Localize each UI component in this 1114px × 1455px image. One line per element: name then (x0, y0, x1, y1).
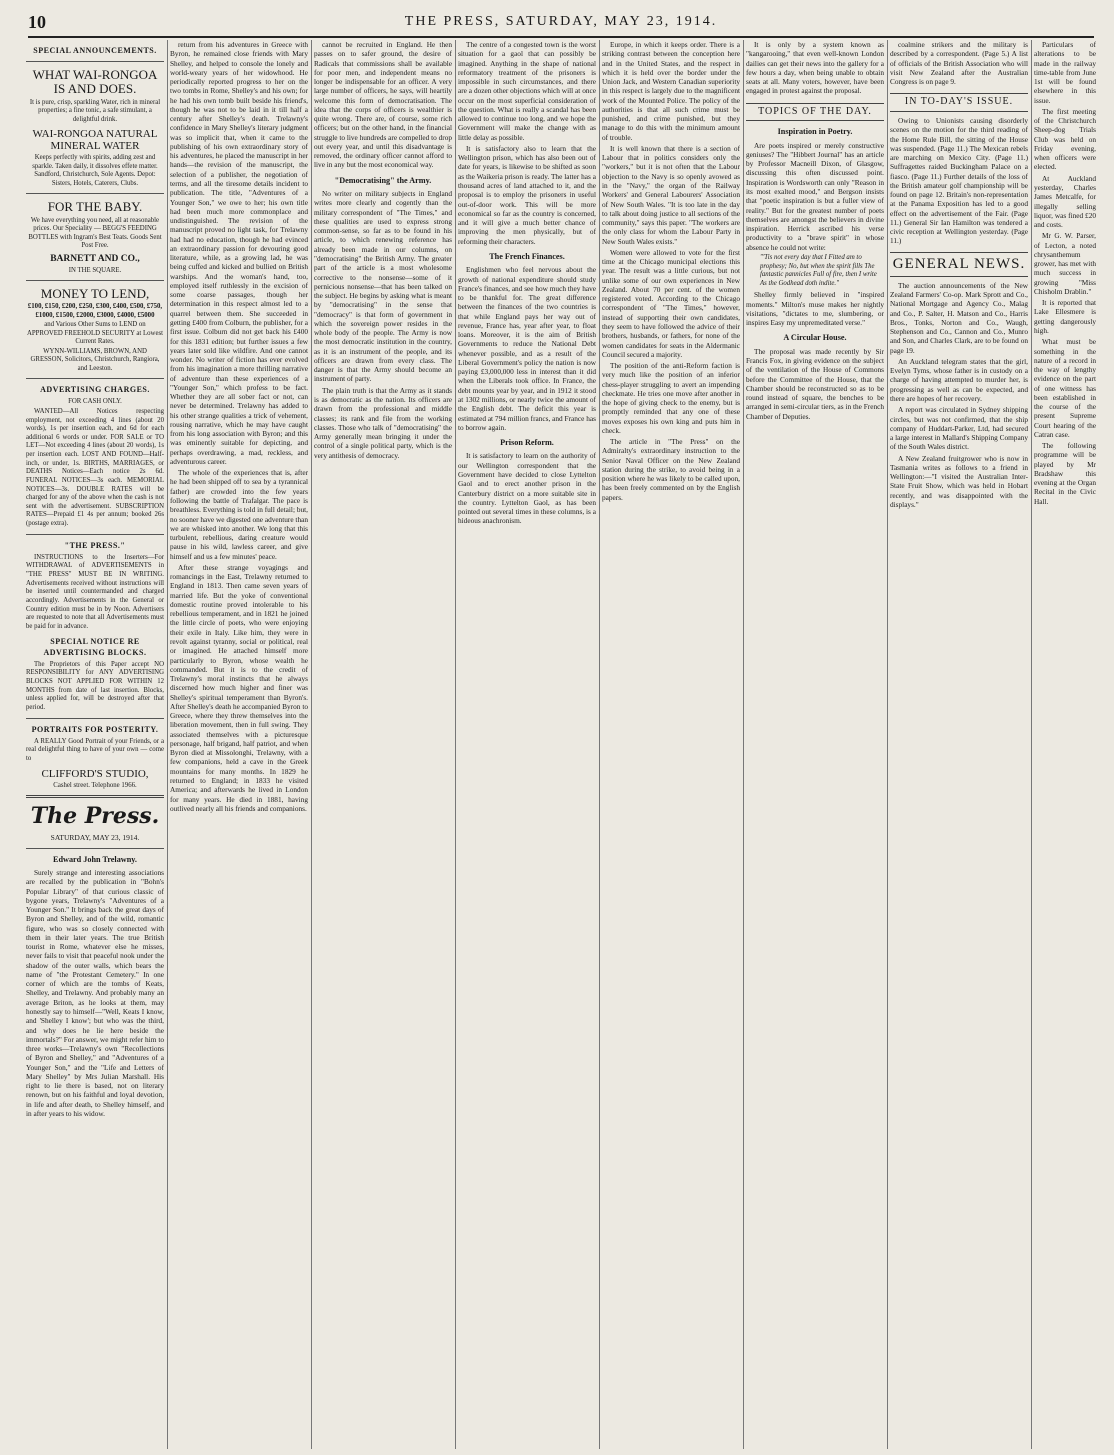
advertising-charges-heading: ADVERTISING CHARGES. (40, 385, 150, 395)
divider (26, 193, 164, 194)
studio-address: Cashel street. Telephone 1966. (53, 781, 137, 789)
article-text: Mr G. W. Parser, of Lecton, a noted chrysanthemum grower, has met with much success in growing "Miss Chisholm Drablin." (1034, 231, 1096, 296)
article-heading-trelawny: Edward John Trelawny. (53, 854, 137, 864)
page-header (28, 8, 1094, 38)
article-text: Englishmen who feel nervous about the growth of national expenditure should study France's finances, and see how much they have to be thankful for. The great difference between the finances of the two countries is that while England pays her way out of revenue, France has, year after year, to float loans. Moreover, it is the aim of British Governments to reduce the National Debt whenever possible, and as a result of the Liberal Government's policy the nation is now paying £3,000,000 less in interest than it did when the Liberals took office. In France, the debt mounts year by year, and in 1912 it stood at 1302 millions, or nearly twice the amount of the English debt. The deficit this year is estimated at 794 million francs, and France has to borrow again. (458, 265, 596, 432)
studio-name: CLIFFORD'S STUDIO, (41, 767, 149, 780)
article-text: The proposal was made recently by Sir Francis Fox, in giving evidence on the subject of the ventilation of the House of Commons before the Committee of the House, that the Chamber should be reconstructed so as to be round instead of square, the benches to be arranged in semi-circular tiers, as in the French Chamber of Deputies. (746, 346, 884, 421)
article-text: Owing to Unionists causing disorderly scenes on the motion for the third reading of the Home Rule Bill, the sitting of the House was suspended. (Page 11.) The Mexican rebels are marching on Mexico City. (Page 11.) Suffragettes raided Buckingham Palace on a fiasco. (Page 11.) Further details of the loss of the British amateur golf championship will be found on page 12. Britain's non-representation at the Panama Exposition has led to a good effect on the advertisement of the Fair. (Page 11.) General Sir Ian Hamilton was tendered a civic reception at Wellington yesterday. (Page 11.) (890, 116, 1028, 246)
article-text: After these strange voyagings and romancings in the East, Trelawny returned to England in 1813. Then came seven years of married life. But the yoke of conventional domestic routine proved intolerable to his rebellious temperament, and in 1821 he joined the little circle of poets, who were enjoying their exile in Italy. Like him, they were in revolt against tyranny, social or political, real or imagined. He attached himself more particularly to Byron, whose wealth he commanded. But it is to the credit of Trelawny's moral instincts that he always discerned how much higher and finer was Shelley's spiritual temperament than Byron's. After Shelley's death he accompanied Byron to Greece, where they threw themselves into the liberation movement, then in full swing. They associated themselves with a picturesque personage, half brigand, half patriot, and when Byron died at Missolonghi, Trelawny, with a few companions, held a cave in the Greek mountains for many months. In 1829 he returned to England; in 1833 he visited America; and afterwards he lived in London for many years. He died in 1881, having outlived nearly all his friends and companions. (170, 562, 308, 813)
advertising-charges-sub: FOR CASH ONLY. (68, 398, 122, 406)
topics-of-the-day-heading: TOPICS OF THE DAY. (746, 103, 884, 122)
divider (26, 378, 164, 379)
ad-baby-body: We have everything you need, all at reasonable prices. Our Speciality — BEGG'S FEEDING BOTTLES with Ingram's Best Teats. Goods Sent Post Free. (28, 216, 162, 250)
column-2 (170, 40, 308, 1449)
article-text: What must be something in the nature of a record in the way of lengthy evidence on the part of one witness has been established in the course of the present Supreme Court hearing of the Catran case. (1034, 337, 1096, 439)
article-text: Particulars of alterations to be made in the railway time-table from June 1st will be found elsewhere in this issue. (1034, 40, 1096, 105)
divider (26, 795, 164, 798)
masthead: THE PRESS, SATURDAY, MAY 23, 1914. (404, 14, 718, 29)
article-text: The centre of a congested town is the worst situation for a gaol that can possibly be imagined. Anything in the shape of national reformatory treatment of the prisoners is impossible in such circumstances, and there are a dozen other objections which will at once occur on the most superficial consideration of the question. What is really a scandal has been allowed to continue too long, and we hope the Government will make the change with as little delay as possible. (458, 40, 596, 142)
article-heading-democratising: "Democratising" the Army. (334, 175, 432, 185)
column-rule (743, 40, 744, 1449)
article-text: The auction announcements of the New Zealand Farmers' Co-op. Mark Sprott and Co., National Mortgage and Agency Co., Malag and Co., P. Salter, H. Matson and Co., Harris Bros., Tonks, Norton and Co., Waugh, Stephenson and Co., Cannon and Co., Munro and Son, and Charles Clark, are to be found on page 19. (890, 280, 1028, 355)
column-rule (887, 40, 888, 1449)
article-text: The plain truth is that the Army as it stands is as democratic as the nation. Its officers are drawn from the professional and middle classes; its rank and file from the working classes. Those who talk of "democratising" the Army generally mean bringing it under the control of a single political party, which is the very antithesis of democracy. (314, 385, 452, 460)
ad-wai-rongoa-body-2: Keeps perfectly with spirits, adding zest and sparkle. Taken daily, it dissolves effete matter. Sandford, Christchurch, Sole Agents. Depot: Sisters, Hotels, Caterers, Clubs. (32, 154, 158, 187)
article-text: The first meeting of the Christchurch Sheep-dog Trials Club was held on Friday evening, when officers were elected. (1034, 106, 1096, 172)
the-press-notice-heading: "THE PRESS." (64, 540, 126, 550)
ad-wai-rongoa-title: WHAT WAI-RONGOA IS AND DOES. (32, 67, 158, 97)
article-text: At Auckland yesterday, Charles James Metcalfe, for illegally selling liquor, was fined £20 and costs. (1034, 173, 1096, 230)
ad-money-title: MONEY TO LEND, (40, 286, 150, 302)
article-text: A New Zealand fruitgrower who is now in Tasmania writes as follows to a friend in Wellington:—"I visited the Australian Inter-State Fruit Show, which was held in Hobart recently, and was disappointed with the displays." (890, 453, 1028, 509)
article-text: return from his adventures in Greece with Byron, he remained close friends with Mary Shelley, and helped to console the lonely and world-weary years of her widowhood. He periodically reported progress to her on the two tombs in Rome, Shelley's and his own; for he had his own tomb built beside his friend's, though he was not to be laid in it till half a century after Shelley's death. Trelawny's confidence in Mary Shelley's literary judgment was so implicit that, when it came to the publishing of his own extraordinary story of his adventures, he placed the manuscript in her hands—the revision of the manuscript, the selection of a publisher, the negotiation of terms, and all the tiresome details incident to publication. The title, "Adventures of a Younger Son," we owe to her; his own title had been much more commonplace and undistinguished. The revision of the manuscript proved no light task, for Trelawny had had no education, though he had evinced an extraordinary passion for devouring good literature, while, as a growing lad, he was being cuffed and kicked and bullied on British warships. And the woman's hand, too, employed itself ruthlessly in the excision of some coarse passages, though her determination in this respect almost led to a quarrel between them. She succeeded in getting £400 from Colburn, the publisher, for a first issue. Colburn did not get back his £400 for this 1831 edition; but further issues a few years later sold like wildfire. And one cannot wonder. No writer of fiction has ever evolved from his imagination a more thrilling narrative of adventure than these experiences of a "Younger Son," which profess to be fact. Whether they are all sober fact or not, can never be determined. Trelawny has added to his other strange qualities a trick of vehement, rousing narrative, which he may have caught from his long association with Byron; and this was eminently suitable for depicting, and perhaps overdrawing, a mad, reckless, and adventurous career. (170, 40, 308, 466)
column-7 (890, 40, 1028, 1449)
ad-money-body: and Various Other Sums to LEND on APPROVED FREEHOLD SECURITY at Lowest Current Rates. (26, 321, 164, 346)
article-text: Are poets inspired or merely constructive geniuses? The "Hibbert Journal" has an article by Professor Macneill Dixon, of Glasgow, discussing this often discussed point. Inspiration is Wordsworth can only "Reason in its most exalted mood," and Bergson insists that "poetic inspiration is but a fuller view of reality." But for the greatest number of poets themselves are amongst the believers in divine inspiration. Herrick ascribed his verse productivity to a "brave spirit" in whose absence he could not write: (746, 140, 884, 252)
article-text: Shelley firmly believed in "inspired moments." Milton's muse makes her nightly visitations, "dictates to me, slumbering, or inspires Easy my unpremeditated verse." (746, 290, 884, 328)
article-text: It is only by a system known as "kangarooing," that even well-known London dailies can get their news into the gallery for a few hours a day, when being unable to obtain seats at all. Many voters, however, have been engaged in protest against the proposal. (746, 40, 884, 96)
article-text: It is satisfactory also to learn that the Wellington prison, which has also been out of date for years, is likewise to be shifted as soon as the Waikeria prison is ready. The latter has a thousand acres of land attached to it, and the proposal is to employ the prisoners in useful out-of-door work. This will be more economical so far as the country is concerned, and it will give a much better chance of improving the men physically, but of reforming their characters. (458, 143, 596, 246)
column-rule (311, 40, 312, 1449)
divider (26, 61, 164, 62)
article-text: coalmine strikers and the military is described by a correspondent. (Page 5.) A list of officials of the British Association who will visit New Zealand after the Australian Congress is on page 9. (890, 40, 1028, 87)
divider (26, 534, 164, 535)
column-8 (1034, 40, 1096, 1449)
paper-title: The Press. (30, 803, 160, 830)
article-text: cannot be recruited in England. He then passes on to safer ground, the desire of Radicals that commissions shall be available for poor men, and independent means no longer be indispensable for an officer. A very large number of officers, he says, will heartily welcome this form of democratisation. The idea that the corps of officers is wealthier is quite wrong. There are, of course, some rich officers; but on the other hand, in the financial struggle to live hundreds are compelled to drop out every year, and until this disadvantage is removed, the ordinary officer cannot afford to live in any but the most economical way. (314, 40, 452, 170)
general-news-heading: GENERAL NEWS. (890, 252, 1028, 277)
poem-quote: "'Tis not every day that I Fitted am to prophesy; No, but when the spirit fills The fantastic pannicles Full of fire, then I write As the Godhead doth indite." (760, 253, 877, 287)
divider (26, 280, 164, 281)
column-6 (746, 40, 884, 1449)
article-text: An Auckland telegram states that the girl, Evelyn Tyms, whose father is in custody on a charge of having attempted to murder her, is progressing as well as can be expected, and there are hopes of her recovery. (890, 356, 1028, 403)
article-text: It is well known that there is a section of Labour that in politics considers only the "workers," but it is not often that the Labour objection to the Navy is so openly avowed as in the "Navy," the organ of the Railway Workers' and General Labourers' Association of New South Wales. "It is too late in the day to talk about doing justice to all sections of the community," says this paper. "The workers are the only class for whom the Labour Party in New South Wales exists." (602, 143, 740, 246)
column-5 (602, 40, 740, 1449)
divider (26, 848, 164, 849)
the-press-notice-body: INSTRUCTIONS to the Inserters—For WITHDRAWAL of ADVERTISEMENTS in "THE PRESS" MUST BE IN WRITING. Advertisements received without instructions will be inserted until countermanded and charged accordingly. Advertisements in the General or Country edition must be in by Noon. Advertisers are requested to note that all Advertisements must be paid for in advance. (26, 553, 164, 630)
article-text: Europe, in which it keeps order. There is a striking contrast between the conception here and in the United States, and the respect in which it is held over the border under the Union Jack, and Western Canadian superiority in this respect is largely due to the magnificent work of the Mounted Police. The policy of the authorities is that all such crime must be punished, and crime punished, but they manage to do this with the minimum amount of trouble. (602, 40, 740, 142)
article-text: It is satisfactory to learn on the authority of our Wellington correspondent that the Government have decided to close Lyttelton Gaol and to erect another prison in the Canterbury district on a more suitable site in the country. Lyttelton Gaol, as has been pointed out several times in these columns, is a hideous anachronism. (458, 451, 596, 526)
advertising-charges-body: WANTED—All Notices respecting employment, not exceeding 4 lines (about 20 words), 1s per insertion each, and 6d for each additional 6 words or under. FOR SALE or TO LET—Not exceeding 4 lines (about 20 words), 1s per insertion each. LOST AND FOUND—Half-inch, or under, 1s. BIRTHS, MARRIAGES, or DEATHS Notices—Each notice 2s 6d. FUNERAL NOTICES—3s each. MEMORIAL NOTICES—3s. DOUBLE RATES will be charged for any of the above when the cash is not sent with the advertisement. SUBSCRIPTION RATES—Prepaid £1 4s per annum; booked 26s (postage extra). (26, 407, 164, 528)
article-heading-prison-reform: Prison Reform. (500, 438, 554, 448)
article-text: Women were allowed to vote for the first time at the Chicago municipal elections this year. The result was a little curious, but not unlike some of our own experiences in New Zealand. About 70 per cent. of the women registered voted. According to the Chicago correspondent of "The Times," however, instead of supporting their own candidates, they seem to have followed the advice of their brothers, husbands, or fathers, for none of the women candidates for seats in the Aldermanic Council secured a majority. (602, 247, 740, 359)
article-heading-french-finances: The French Finances. (489, 251, 565, 261)
paper-date: SATURDAY, MAY 23, 1914. (50, 833, 140, 843)
article-text: The whole of the experiences that is, after he had been shipped off to sea by a tyrannical father) are crowded into the few years following the battle of Trafalgar. The pace is breathless. Everything is told in full detail; but, no sooner have we digested one adventure than we are whisked into another. We long that this turbulent, rebellious, daring creature would pause in his wild, lawless career, and give himself and us a few minutes' peace. (170, 468, 308, 561)
ad-money-amounts: £100, £150, £200, £250, £300, £400, £500, £750, £1000, £1500, £2000, £3000, £4000, £5000 (27, 303, 163, 319)
article-text-trelawny: Surely strange and interesting associations are recalled by the publication in "Bohn's Popular Library" of that curious classic of bygone years, Trelawny's "Adventures of a Younger Son." It brings back the great days of Byron and Shelley, and of the wild, romantic figure, who was so closely connected with them in their later years. The true British tourist in Rome, whatever else he misses, never fails to visit that peaceful nook under the shadow of the outer walls, which bears the name of "the Protestant Cemetery." In one corner of which are the tombs of Keats, Shelley, and Trelawny. And probably many an average Briton, as he looks at them, may honestly say to himself—"Well, Keats I know, and 'Shelley I know'; but who was the third, and why does he lie here beside the immortals?" For answer, we might refer him to three works—Trelawny's own "Recollections of Byron and Shelley," and "Adventures of a Younger Son," and the "Life and Letters of Mary Shelley" by Mrs Julian Marshall. His right to lie there is based, not on literary renown, but on his faithful and loyal devotion, in life and after death, to Shelley himself, and in after years to his widow. (26, 867, 164, 1118)
page-number: 10 (28, 11, 46, 32)
column-rule (167, 40, 168, 1449)
portraits-body: A REALLY Good Portrait of your Friends, or a real delightful thing to have of your own — come to (26, 737, 164, 762)
ad-money-firm: WYNN-WILLIAMS, BROWN, AND GRESSON, Solicitors, Christchurch, Rangiora, and Leeston. (30, 347, 160, 372)
column-rule (455, 40, 456, 1449)
ad-wai-rongoa-title-2: WAI-RONGOA NATURAL MINERAL WATER (32, 128, 158, 153)
column-rule (599, 40, 600, 1449)
in-todays-issue-heading: IN TO-DAY'S ISSUE. (890, 93, 1028, 112)
article-text: The position of the anti-Reform faction is very much like the position of an inferior chess-player struggling to avert an impending checkmate. He tries one move after another in the hope of giving check to the enemy, but is promptly reminded that any one of these moves exposes his own king and puts him in check. (602, 361, 740, 435)
column-4 (458, 40, 596, 1449)
subheading-inspiration: Inspiration in Poetry. (777, 127, 853, 137)
ad-baby-address: IN THE SQUARE. (68, 266, 122, 274)
ad-wai-rongoa-body: It is pure, crisp, sparkling Water, rich in mineral properties; a fine tonic, a safe stimulant, a delightful drink. (29, 98, 161, 123)
column-1 (26, 40, 164, 1449)
portraits-heading: PORTRAITS FOR POSTERITY. (31, 724, 159, 734)
ad-baby-firm: BARNETT AND CO., (50, 253, 140, 264)
article-text: The article in "The Press" on the Admiralty's extraordinary instruction to the Senior Naval Officer on the New Zealand station during the strike, to avoid being in a position where he was likely to be called upon, has been freely commented on by the English papers. (602, 437, 740, 502)
subheading-circular-house: A Circular House. (783, 333, 847, 343)
article-text: A report was circulated in Sydney shipping circles, but was not confirmed, that the ship company of Huddart-Parker, Ltd, had secured a large interest in Mallard's Shipping Company of the South Wales district. (890, 405, 1028, 452)
article-text: The following programme will be played by Mr Bradshaw this evening at the Organ Recital in the Civic Hall. (1034, 441, 1096, 506)
ad-baby-title: FOR THE BABY. (47, 199, 143, 215)
article-text: No writer on military subjects in England writes more clearly and cogently than the military correspondent of "The Times," and these qualities are used to express strong common-sense, so far as to be found in his article, to which renewing reference has already been made in our columns, on "democratising" the British Army. The greater part of the article is a most wholesome corrective to the nonsense—some of it pernicious nonsense—that has been talked on the subject. He begins by asking what is meant by "democratising" in the sense that "democracy" is that form of government in which the sovereign power resides in the whole body of the people. The Army is now the most democratic institution in the country, as it is an instrument of the people, and its officers are drawn from every class. The danger is that the Army should become an instrument of party. (314, 189, 452, 384)
column-3 (314, 40, 452, 1449)
divider (26, 718, 164, 719)
special-notice-heading: SPECIAL NOTICE RE ADVERTISING BLOCKS. (43, 637, 147, 657)
column-rule (1031, 40, 1032, 1449)
special-notice-body: The Proprietors of this Paper accept NO RESPONSIBILITY for ANY ADVERTISING BLOCKS NOT APPLIED FOR WITHIN 12 MONTHS from date of last insertion. Blocks, unless applied for, will be destroyed after that period. (26, 660, 164, 711)
article-text: It is reported that Lake Ellesmere is getting dangerously high. (1034, 298, 1096, 335)
special-announcements-heading: SPECIAL ANNOUNCEMENTS. (33, 46, 157, 55)
